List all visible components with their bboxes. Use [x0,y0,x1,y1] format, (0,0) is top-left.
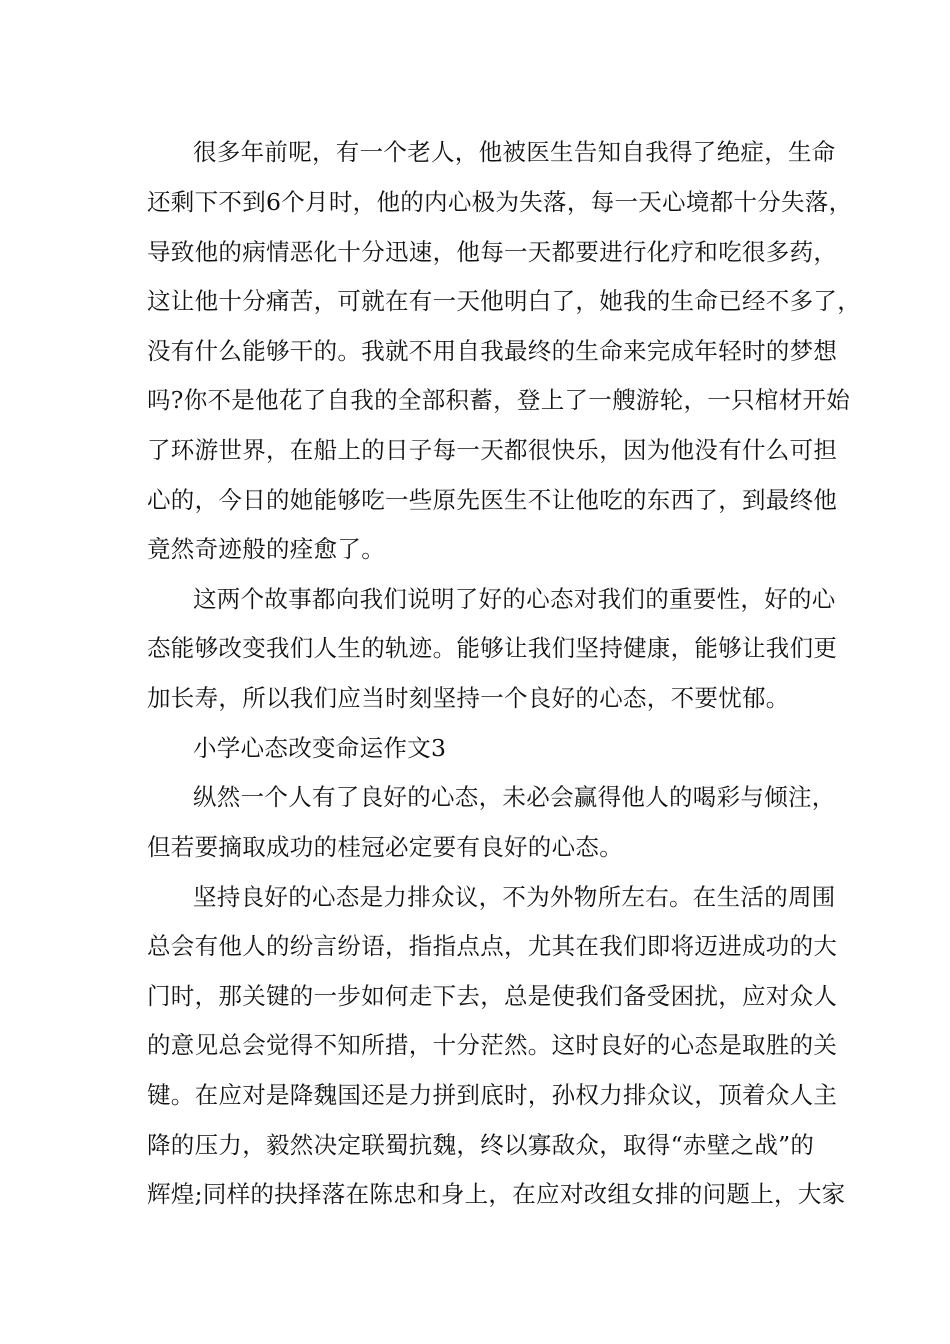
text-line: 键。在应对是降魏国还是力拼到底时，孙权力排众议，顶着众人主 [147,1081,838,1109]
text-line: 的意见总会觉得不知所措，十分茫然。这时良好的心态是取胜的关 [147,1031,838,1059]
text-line: 吗?你不是他花了自我的全部积蓄，登上了一艘游轮，一只棺材开始 [147,386,851,414]
text-line: 总会有他人的纷言纷语，指指点点，尤其在我们即将迈进成功的大 [147,932,838,960]
text-line: 了环游世界，在船上的日子每一天都很快乐，因为他没有什么可担 [147,436,838,464]
text-line: 这让他十分痛苦，可就在有一天他明白了，她我的生命已经不多了， [147,287,861,315]
text-line: 竟然奇迹般的痊愈了。 [147,535,385,563]
text-line: 导致他的病情恶化十分迅速，他每一天都要进行化疗和吃很多药， [147,238,838,266]
text-line: 纵然一个人有了良好的心态，未必会赢得他人的喝彩与倾注， [193,783,836,811]
section-heading: 小学心态改变命运作文3 [193,734,447,762]
text-line: 降的压力，毅然决定联蜀抗魏，终以寡敌众，取得“赤壁之战”的 [147,1131,815,1159]
text-line: 心的，今日的她能够吃一些原先医生不让他吃的东西了，到最终他 [147,486,838,514]
text-line: 没有什么能够干的。我就不用自我最终的生命来完成年轻时的梦想 [147,337,838,365]
text-line: 这两个故事都向我们说明了好的心态对我们的重要性，好的心 [193,585,836,613]
text-line: 很多年前呢，有一个老人，他被医生告知自我得了绝症，生命 [193,138,836,166]
text-line: 门时，那关键的一步如何走下去，总是使我们备受困扰，应对众人 [147,982,838,1010]
text-line: 态能够改变我们人生的轨迹。能够让我们坚持健康，能够让我们更 [147,634,838,662]
text-line: 辉煌;同样的抉择落在陈忠和身上，在应对改组女排的问题上，大家 [147,1180,846,1208]
text-line: 坚持良好的心态是力排众议，不为外物所左右。在生活的周围 [193,883,836,911]
text-line: 加长寿，所以我们应当时刻坚持一个良好的心态，不要忧郁。 [147,684,790,712]
text-line: 还剩下不到6个月时，他的内心极为失落，每一天心境都十分失落， [147,188,853,216]
text-line: 但若要摘取成功的桂冠必定要有良好的心态。 [147,833,623,861]
